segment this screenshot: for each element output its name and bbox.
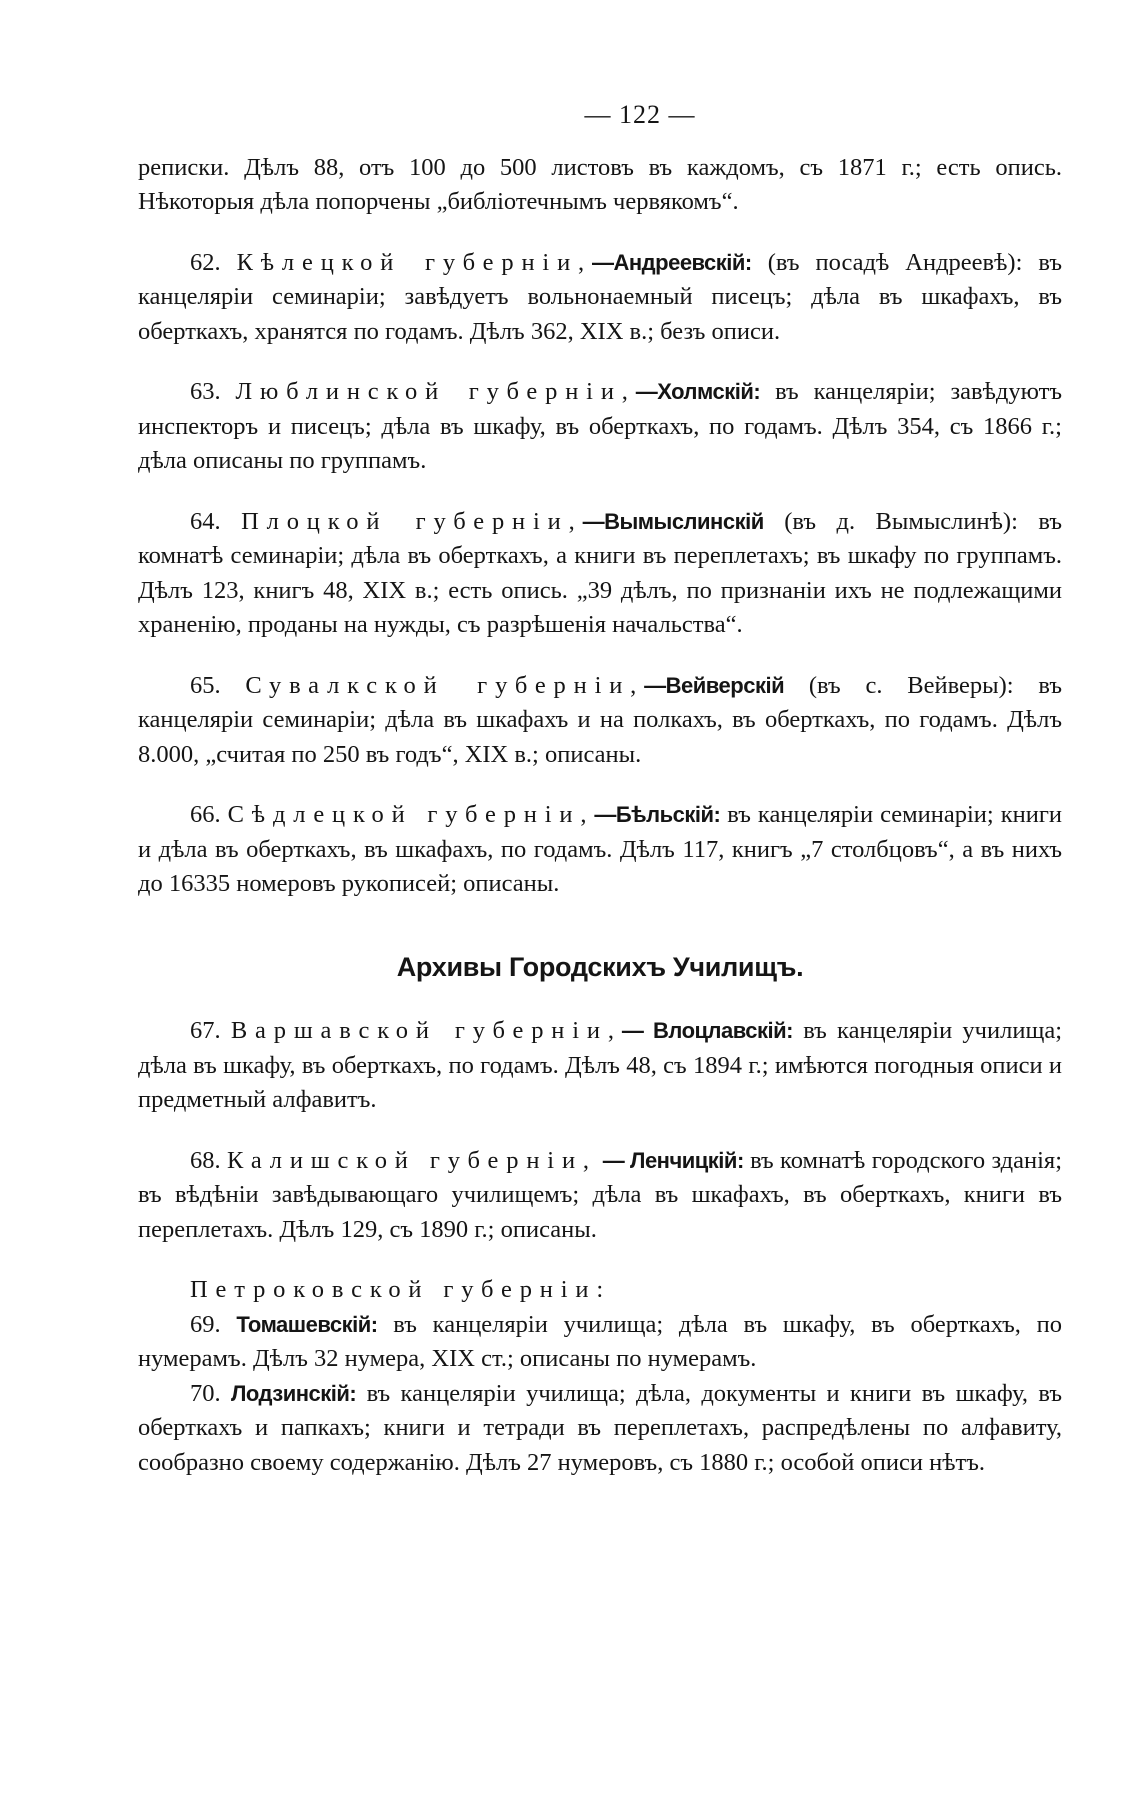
entry-text: въ комнатѣ городского зданія; въ вѣдѣніи завѣдывающаго училищемъ; дѣла въ шкафахъ, въ оберткахъ, книги въ переплетахъ. Дѣлъ 129, съ 1890 г.; описаны. — [138, 1146, 1063, 1243]
entry-text: (въ с. Вейверы): въ канцеляріи семинаріи; дѣла въ шкафахъ и на полкахъ, въ оберткахъ, по годамъ. Дѣлъ 8.000, „считая по 250 въ годъ“, XIX в.; описаны. — [138, 671, 1063, 768]
entry-67 — [138, 1014, 1062, 1118]
entry-archive-name: —Вымыслинскій — [582, 508, 764, 534]
intro-paragraph — [138, 151, 1062, 220]
entry-region: Сувалкской губерніи, — [245, 671, 645, 699]
entry-text: въ канцеляріи семинаріи; книги и дѣла въ оберткахъ, въ шкафахъ, по годамъ. Дѣлъ 117, книгъ „7 столбцовъ“, а въ нихъ до 16335 номеровъ рукописей; описаны. — [138, 801, 1063, 897]
entry-text: въ канцеляріи; завѣдуютъ инспекторъ и писецъ; дѣла въ шкафу, въ оберткахъ, по годамъ. Дѣлъ 354, съ 1866 г.; дѣла описаны по группамъ. — [138, 378, 1062, 474]
entry-number: 68. — [190, 1146, 221, 1174]
entry-65 — [138, 669, 1062, 773]
entry-text: въ канцеляріи училища; дѣла въ шкафу, въ оберткахъ, по годамъ. Дѣлъ 48, съ 1894 г.; имѣются погодныя описи и предметный алфавитъ. — [138, 1017, 1063, 1113]
entry-number: 67. — [190, 1017, 221, 1044]
entry-region: Кѣлецкой губерніи, — [236, 248, 592, 276]
entry-text: (въ д. Вымыслинѣ): въ комнатѣ семинаріи; дѣла въ оберткахъ, а книги въ переплетахъ; въ шкафу по группамъ. Дѣлъ 123, книгъ 48, XIX в.; есть опись. „39 дѣлъ, по признаніи ихъ не подлежащими храненію, проданы на нужды, съ разрѣшенія начальства“. — [138, 507, 1063, 638]
entry-69 — [138, 1308, 1062, 1377]
entry-number: 69. — [190, 1310, 221, 1338]
entry-region: Варшавской губерніи, — [230, 1017, 622, 1044]
group-region: Петроковской губерніи: — [190, 1276, 611, 1303]
entry-number: 63. — [190, 378, 221, 405]
entry-number: 64. — [190, 507, 221, 535]
entry-68 — [138, 1144, 1062, 1248]
entry-text: въ канцеляріи училища; дѣла, документы и книги въ шкафу, въ оберткахъ и папкахъ; книги и тетради въ переплетахъ, распредѣлены по алфавиту, сообразно своему содержанію. Дѣлъ 27 нумеровъ, съ 1880 г.; особой описи нѣтъ. — [138, 1379, 1062, 1476]
entry-62 — [138, 246, 1062, 350]
book-page — [138, 98, 1062, 1480]
entry-number: 70. — [190, 1379, 221, 1407]
page-number: — 122 — — [584, 100, 696, 129]
entry-70 — [138, 1377, 1062, 1481]
entry-64 — [138, 505, 1062, 643]
entry-66 — [138, 798, 1062, 902]
entry-archive-name: —Холмскій: — [635, 379, 761, 404]
entry-archive-name: —Вейверскій — [644, 672, 785, 698]
entry-archive-name: Томашевскій: — [236, 1311, 378, 1337]
entry-archive-name: Лодзинскій: — [230, 1380, 357, 1406]
entry-archive-name: — Влоцлавскій: — [621, 1018, 793, 1043]
intro-text: реписки. Дѣлъ 88, отъ 100 до 500 листовъ въ каждомъ, съ 1871 г.; есть опись. Нѣкоторыя дѣла попорчены „библіотечнымъ червякомъ“. — [138, 153, 1062, 215]
entry-archive-name: — Ленчицкій: — [596, 1147, 744, 1173]
entry-number: 62. — [190, 248, 221, 276]
entry-region: Люблинской губерніи, — [235, 378, 636, 405]
entry-region: Сѣдлецкой губерніи, — [227, 801, 595, 828]
group-title — [138, 1273, 1062, 1308]
entry-number: 65. — [190, 671, 221, 699]
entry-63 — [138, 375, 1062, 479]
entry-archive-name: —Бѣльскій: — [594, 802, 721, 827]
entry-archive-name: —Андреевскій: — [592, 249, 752, 275]
entry-region: Плоцкой губерніи, — [241, 507, 583, 535]
section-heading: Архивы Городскихъ Училищъ. — [396, 951, 804, 982]
entry-region: Калишской губерніи, — [226, 1146, 597, 1174]
entry-number: 66. — [190, 801, 221, 828]
entry-text: (въ посадѣ Андреевѣ): въ канцеляріи семинаріи; завѣдуетъ вольнонаемный писецъ; дѣла въ шкафахъ, въ оберткахъ, хранятся по годамъ. Дѣлъ 362, XIX в.; безъ описи. — [138, 248, 1062, 345]
entry-text: въ канцеляріи училища; дѣла въ шкафу, въ оберткахъ, по нумерамъ. Дѣлъ 32 нумера, XIX ст.; описаны по нумерамъ. — [138, 1310, 1062, 1372]
